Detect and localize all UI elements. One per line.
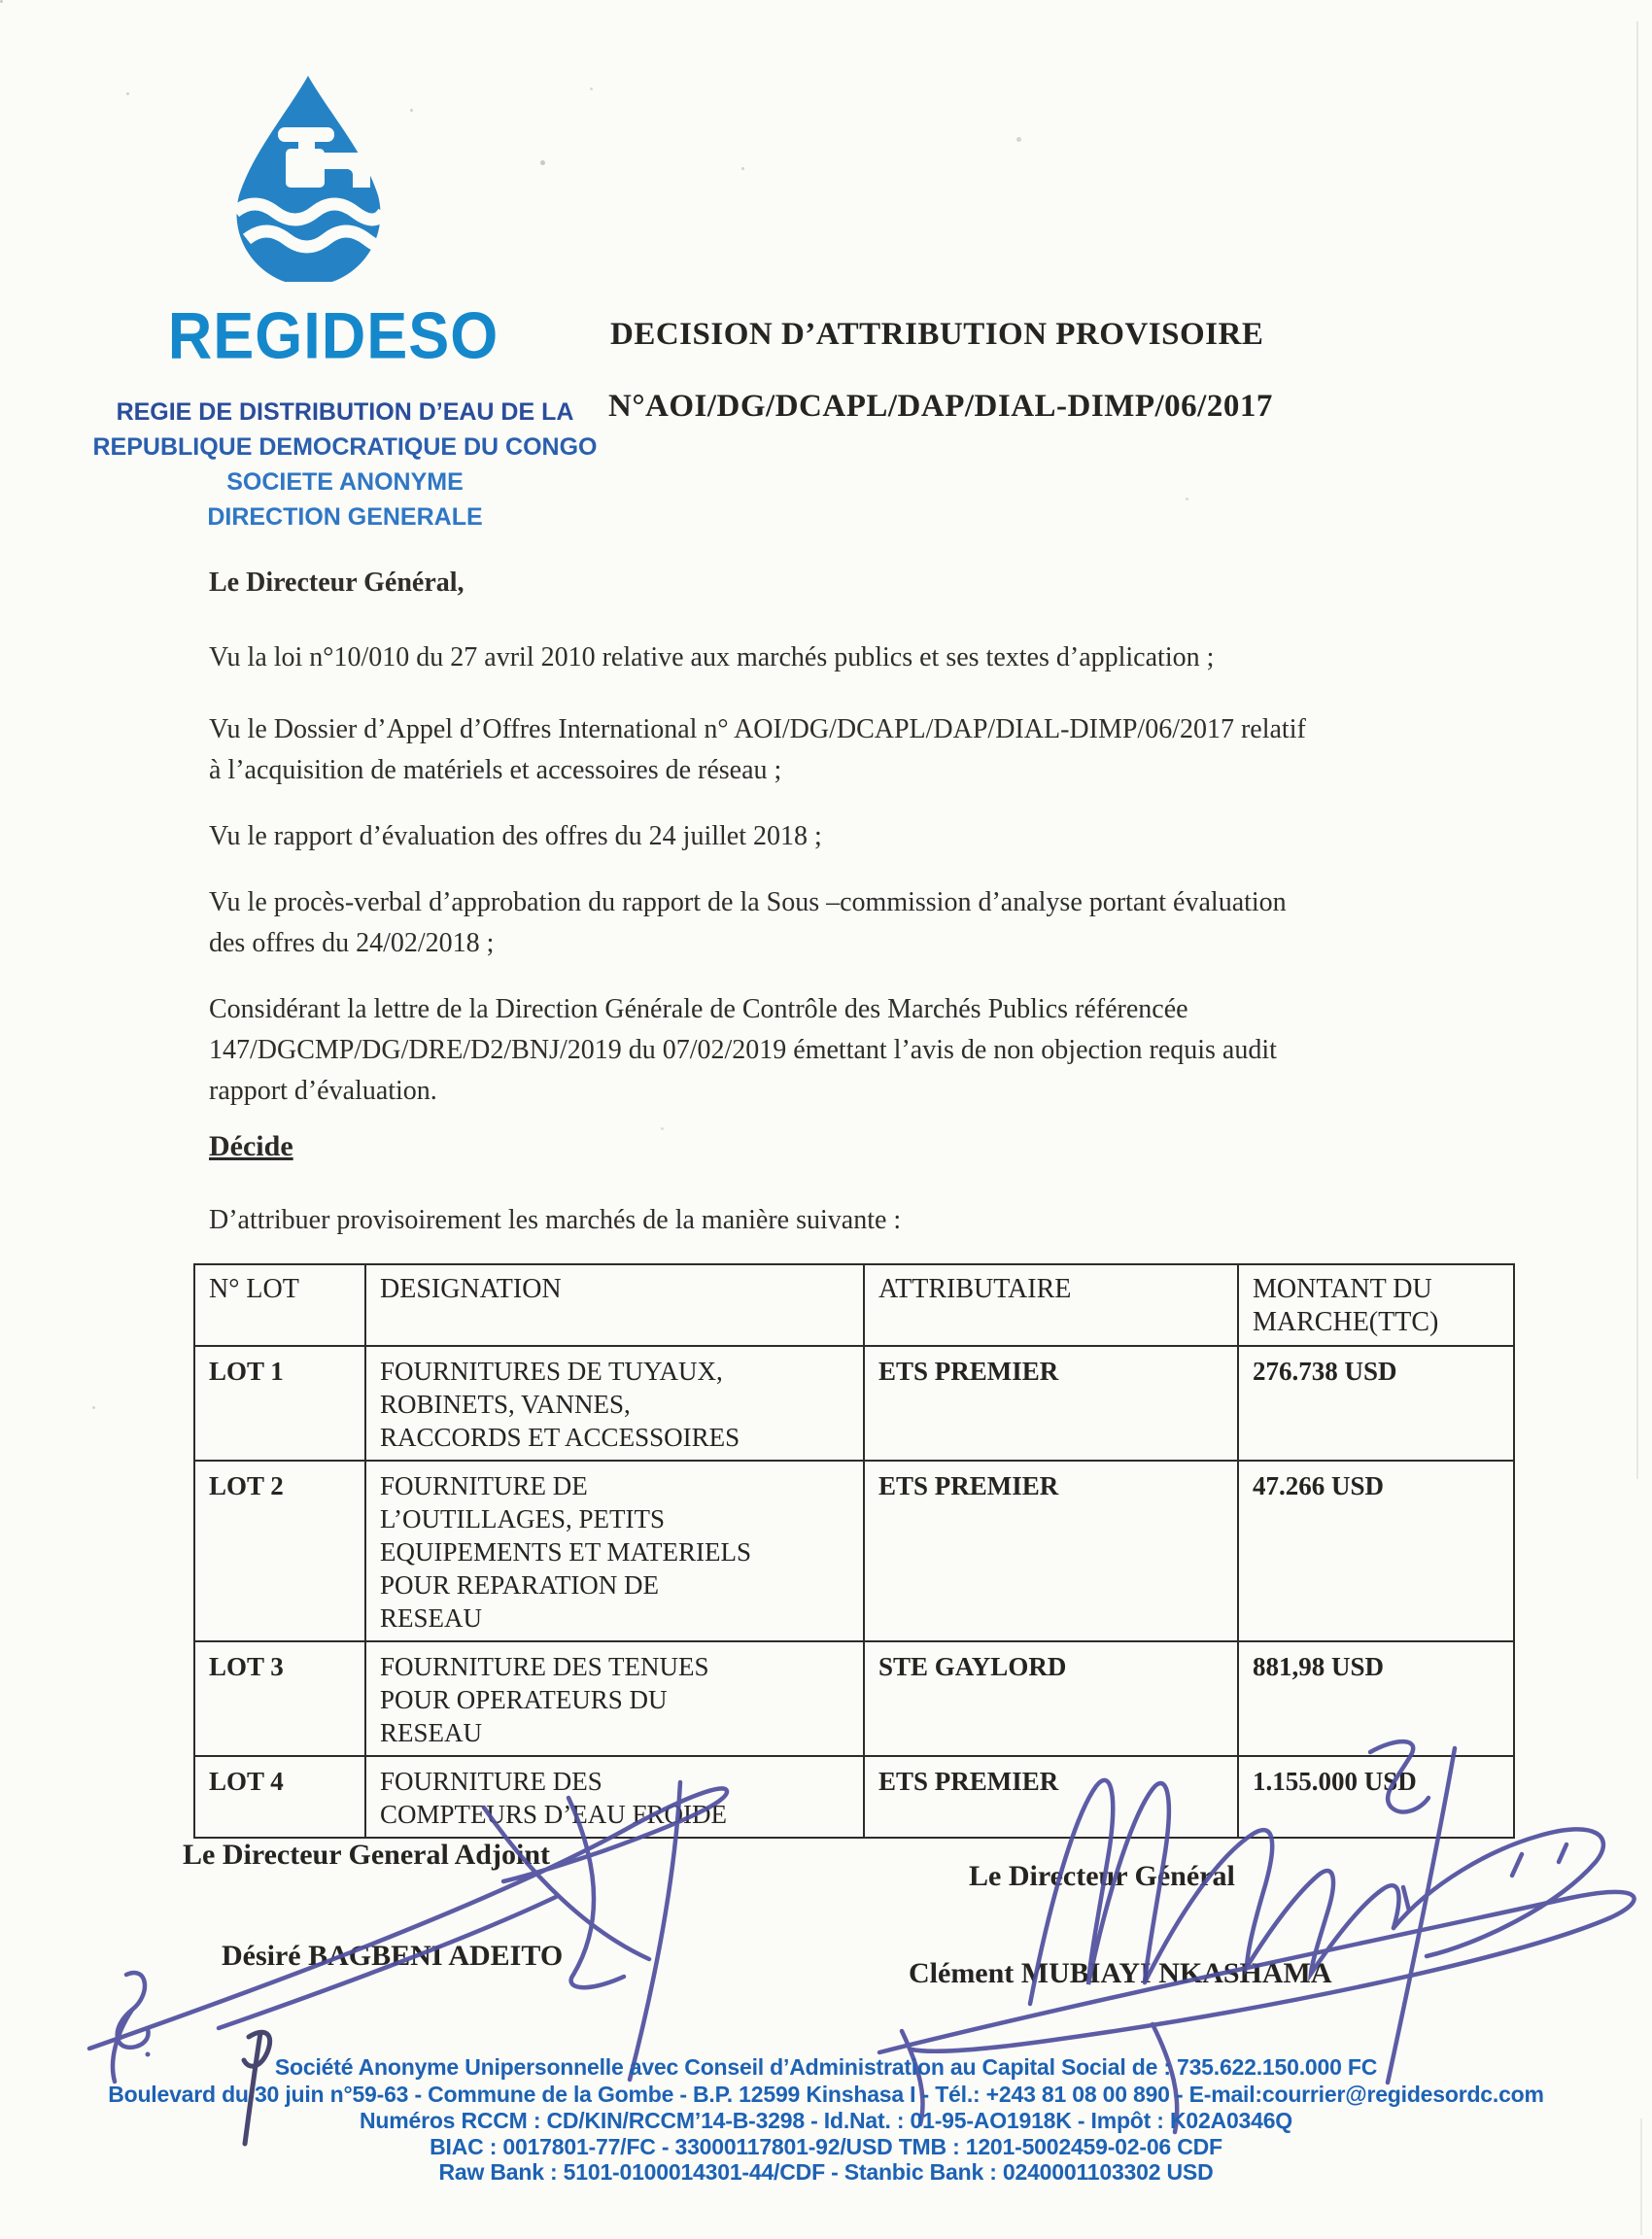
- paragraph-line: à l’acquisition de matériels et accessoires de réseau ;: [209, 755, 782, 785]
- header-designation: DESIGNATION: [365, 1264, 864, 1346]
- footer-line-banks: Raw Bank : 5101-0100014301-44/CDF - Stanbic Bank : 0240001103302 USD: [438, 2159, 1214, 2185]
- designation-line: POUR REPARATION DE: [380, 1570, 660, 1600]
- document-title: DECISION D’ATTRIBUTION PROVISOIRE: [610, 317, 1264, 352]
- designation-line: COMPTEURS D’EAU FROIDE: [380, 1800, 728, 1829]
- cell-designation: [365, 1461, 864, 1641]
- org-line-3: SOCIETE ANONYME: [226, 468, 464, 496]
- left-signatory-name: Désiré BAGBENI ADEITO: [222, 1940, 564, 1972]
- table-row-lot1: [194, 1346, 1514, 1461]
- cell-attributaire: ETS PREMIER: [864, 1461, 1238, 1641]
- lots-table: [193, 1263, 1515, 1839]
- paragraph-vu-rapport: [209, 816, 822, 857]
- footer-line-address: Boulevard du 30 juin n°59-63 - Commune de la Gombe - B.P. 12599 Kinshasa I - Tél.: +243 81 08 00 890 - E-mail:courrier@regidesordc.com: [108, 2082, 1544, 2107]
- header-montant-line: MARCHE(TTC): [1253, 1307, 1439, 1337]
- footer-line-rccm: Numéros RCCM : CD/KIN/RCCM’14-B-3298 - Id.Nat. : 01-95-AO1918K - Impôt : K02A0346Q: [359, 2108, 1293, 2133]
- paragraph-line: Vu la loi n°10/010 du 27 avril 2010 relative aux marchés publics et ses textes d’application ;: [209, 642, 1215, 672]
- document-reference: N°AOI/DG/DCAPL/DAP/DIAL-DIMP/06/2017: [608, 389, 1273, 424]
- paragraph-vu-dossier: [209, 709, 1306, 791]
- designation-line: RESEAU: [380, 1718, 483, 1747]
- cell-montant: 1.155.000 USD: [1238, 1756, 1514, 1838]
- paragraph-line: des offres du 24/02/2018 ;: [209, 928, 495, 958]
- org-line-2: REPUBLIQUE DEMOCRATIQUE DU CONGO: [92, 433, 598, 461]
- org-line-4: DIRECTION GENERALE: [207, 503, 483, 531]
- header-attributaire: ATTRIBUTAIRE: [864, 1264, 1238, 1346]
- paragraph-line: 147/DGCMP/DG/DRE/D2/BNJ/2019 du 07/02/2019 émettant l’avis de non objection requis audit: [209, 1035, 1277, 1065]
- scan-specks: [0, 0, 3, 3]
- cell-lot: LOT 4: [194, 1756, 365, 1838]
- paragraph-considerant: [209, 989, 1277, 1112]
- designation-line: L’OUTILLAGES, PETITS: [380, 1504, 665, 1533]
- org-line-1: REGIE DE DISTRIBUTION D’EAU DE LA: [116, 398, 574, 426]
- header-montant: [1238, 1264, 1514, 1346]
- cell-lot: LOT 1: [194, 1346, 365, 1461]
- paragraph-vu-loi: [209, 637, 1214, 678]
- brand-wordmark: REGIDESO: [167, 299, 499, 373]
- right-signatory-title: Le Directeur Général: [969, 1860, 1235, 1892]
- table-row-lot2: [194, 1461, 1514, 1641]
- table-header-row: [194, 1264, 1514, 1346]
- table-row-lot3: [194, 1641, 1514, 1756]
- cell-montant: 276.738 USD: [1238, 1346, 1514, 1461]
- cell-attributaire: ETS PREMIER: [864, 1346, 1238, 1461]
- paragraph-line: rapport d’évaluation.: [209, 1076, 437, 1106]
- footer-line-capital: Société Anonyme Unipersonnelle avec Conseil d’Administration au Capital Social de : 735.622.150.000 FC: [274, 2054, 1378, 2080]
- org-name-block: [58, 395, 632, 534]
- designation-line: RACCORDS ET ACCESSOIRES: [380, 1423, 740, 1452]
- header-montant-line: MONTANT DU: [1253, 1274, 1432, 1304]
- paragraph-line: Vu le procès-verbal d’approbation du rapport de la Sous –commission d’analyse portant évaluation: [209, 887, 1287, 917]
- salutation: Le Directeur Général,: [209, 568, 465, 598]
- paragraph-vu-proces-verbal: [209, 882, 1287, 964]
- water-drop-faucet-icon: [224, 73, 394, 282]
- paragraph-line: Vu le Dossier d’Appel d’Offres International n° AOI/DG/DCAPL/DAP/DIAL-DIMP/06/2017 relatif: [209, 714, 1306, 744]
- right-signatory-name: Clément MUBIAYI NKASHAMA: [909, 1957, 1332, 1989]
- footer-line-biac-tmb: BIAC : 0017801-77/FC - 33000117801-92/USD TMB : 1201-5002459-02-06 CDF: [430, 2134, 1222, 2159]
- left-signatory-title: Le Directeur General Adjoint: [183, 1839, 550, 1871]
- regideso-logo-icon: [224, 73, 394, 282]
- scan-edge-line: [1636, 21, 1638, 1479]
- paragraph-line: Vu le rapport d’évaluation des offres du 24 juillet 2018 ;: [209, 821, 822, 851]
- designation-line: RESEAU: [380, 1603, 483, 1633]
- attribution-intro: D’attribuer provisoirement les marchés de la manière suivante :: [209, 1205, 902, 1235]
- designation-line: FOURNITURE DES TENUES: [380, 1652, 709, 1681]
- decide-heading: Décide: [209, 1130, 293, 1162]
- designation-line: FOURNITURES DE TUYAUX,: [380, 1357, 723, 1386]
- designation-line: FOURNITURE DES: [380, 1767, 602, 1796]
- designation-line: FOURNITURE DE: [380, 1471, 588, 1500]
- cell-montant: 47.266 USD: [1238, 1461, 1514, 1641]
- designation-line: EQUIPEMENTS ET MATERIELS: [380, 1537, 751, 1567]
- cell-lot: LOT 3: [194, 1641, 365, 1756]
- cell-montant: 881,98 USD: [1238, 1641, 1514, 1756]
- paragraph-line: Considérant la lettre de la Direction Générale de Contrôle des Marchés Publics référencée: [209, 994, 1188, 1024]
- cell-lot: LOT 2: [194, 1461, 365, 1641]
- designation-line: ROBINETS, VANNES,: [380, 1390, 631, 1419]
- cell-designation: [365, 1756, 864, 1838]
- cell-attributaire: ETS PREMIER: [864, 1756, 1238, 1838]
- cell-designation: [365, 1641, 864, 1756]
- header-lot: N° LOT: [194, 1264, 365, 1346]
- table-row-lot4: [194, 1756, 1514, 1838]
- cell-attributaire: STE GAYLORD: [864, 1641, 1238, 1756]
- cell-designation: [365, 1346, 864, 1461]
- designation-line: POUR OPERATEURS DU: [380, 1685, 668, 1714]
